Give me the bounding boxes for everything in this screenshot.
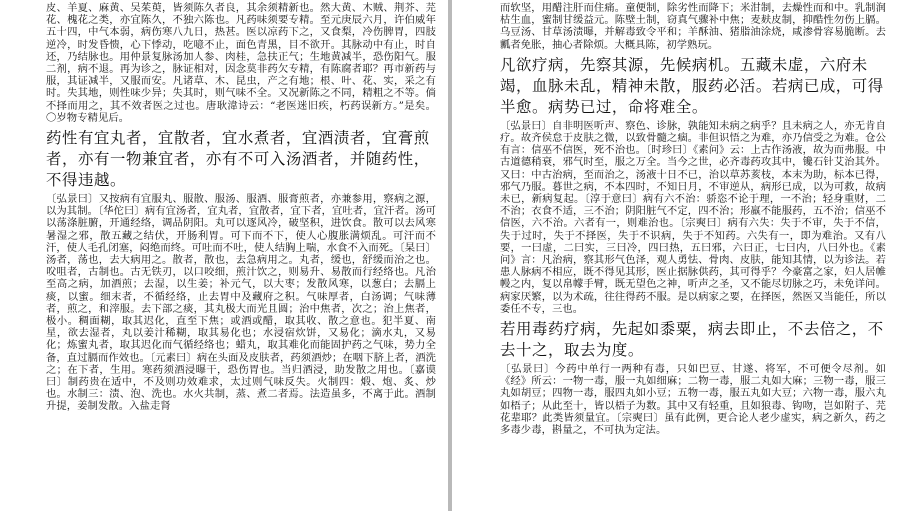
page-left (0, 0, 448, 511)
paragraph: 〔弘景曰〕自非明医听声、察色、诊脉，孰能知未病之病乎？且未病之人，亦无肯自疗。故齐侯怠于皮肤之微，以致骨髓之痼。非但识悟之为难，亦乃信受之为难。仓公有言：信巫不信医，死不治也。〔时珍曰〕《素问》云：上古作汤液，故为而弗服。中古道德稍衰，邪气时至，服之万全。当今之世，必齐毒药攻其中，镵石针艾治其外。又曰：中古治病，至而治之，汤液十日不已，治以草苏荄枝，本末为助，标本已得，邪气乃服。暮世之病，不本四时，不知日月，不审逆从，病形已成，以为可救，故病未已，新病复起。〔淳于意曰〕病有六不治：骄恣不论于理，一不治；轻身重财，二不治；衣食不适，三不治；阴阳脏气不定，四不治；形羸不能服药，五不治；信巫不信医，六不治。六者有一，则难治也。〔宗奭曰〕病有六失：失于不审，失于不信，失于过时，失于不择医，失于不识病，失于不知药。六失有一，即为难治。又有八要，一曰虚，二曰实，三曰冷，四曰热，五曰邪，六曰正，七曰内，八曰外也。《素问》言：凡治病，察其形气色泽，观人勇怯、骨肉、皮肤，能知其情，以为诊法。若患人脉病不相应，既不得见其形，医止据脉供药，其可得乎？今豪富之家，妇人居帷幔之内，复以帛幪手臂，既无望色之神，听声之圣，又不能尽切脉之巧，未免详问。病家厌繁，以为术疏，往往得药不服。是以病家之要，在择医，然医又当能任，所以委任不专，三也。 (500, 119, 886, 315)
paragraph: 皮、羊夏、麻黄、吴茱萸，皆须陈久者良，其余须精新也。然大黄、木贼、荆芥、芫花、槐花之类，亦宜陈久，不独六陈也。凡药味须要专精。至元庚辰六月，许伯威年五十四，中气本弱，病伤寒八九日，热甚。医以凉药下之，又食梨，冷伤脾胃，四肢逆冷，时发昏愦，心下悸动，吃噫不止，面色青黑，目不欲开。其脉动中有止，时自还，乃结脉也。用仲景复脉汤加人参、肉桂，急扶正气；生地黄减半，恐伤阳气。服二剂，病不退。再为诊之，脉证相对，因念莫非药欠专精，有陈腐者耶？再市新药与服，其证减半，又服而安。凡诸草、木、昆虫，产之有地；根、叶、花、实，采之有时。失其地，则性味少异；失其时，则气味不全。又况新陈之不同，精粗之不等。倘不择而用之，其不效者医之过也。唐耿湋诗云：“老医迷旧疾，朽药误新方。”是矣。〇岁物专精见后。 (46, 2, 436, 124)
section-heading: 凡欲疗病，先察其源，先候病机。五藏未虚，六府未竭，血脉未乱，精神未散，服药必活。若病已成，可得半愈。病势已过，命将难全。 (500, 55, 884, 116)
paragraph: 〔弘景曰〕又按病有宜服丸、服散、服汤、服酒、服膏煎者，亦兼参用，察病之源，以为其制。〔华佗曰〕病有宜汤者，宜丸者，宜散者，宜下者，宜吐者，宜汗者。汤可以荡涤脏腑，开通经络，调品阴阳。丸可以逐风冷，破坚积，进饮食。散可以去风寒暑湿之邪，散五藏之结伏，开肠利胃。可下而不下，使人心腹胀满烦乱。可汗而不汗，使人毛孔闭塞，闷绝而终。可吐而不吐，使人结胸上喘，水食不入而死。〔杲曰〕汤者，荡也，去大病用之。散者，散也，去急病用之。丸者，缓也，舒缓而治之也。㕮咀者，古制也。古无铁刃，以口咬细，煎汁饮之，则易升、易散而行经络也。凡治至高之病，加酒煎；去湿，以生姜；补元气，以大枣；发散风寒，以葱白；去膈上痰，以蜜。细末者，不循经络，止去胃中及藏府之积。气味厚者，白汤调；气味薄者，煎之，和滓服。去下部之痰，其丸极大而光且圆；治中焦者，次之；治上焦者，极小。稠面糊，取其迟化，直至下焦；或酒或醋，取其收、散之意也。犯半夏、南星，欲去湿者，丸以姜汁稀糊，取其易化也；水浸宿炊饼，又易化；滴水丸，又易化；炼蜜丸者，取其迟化而气循经络也；蜡丸，取其难化而能固护药之气味，势力全备，直过膈而作效也。〔元素曰〕病在头面及皮肤者，药须酒炒；在咽下脐上者，酒洗之；在下者，生用。寒药须酒浸曝干，恐伤胃也。当归酒浸，助发散之用也。〔嘉谟曰〕制药贵在适中，不及则功效难求，太过则气味反失。火制四：煅、炮、炙、炒也。水制三：渍、泡、洗也。水火共制，蒸、煮二者焉。法造虽多，不离于此。酒制升提，姜制发散。入盐走肾 (46, 193, 436, 413)
paragraph: 而软坚，用醋注肝而住痛。童便制，除劣性而降下；米泔制，去燥性而和中。乳制润枯生血，蜜制甘缓益元。陈壁土制，窃真气骤补中焦；麦麸皮制，抑酷性勿伤上膈。乌豆汤、甘草汤渍曝，并解毒致令平和；羊酥油、猪脂油涂烧，咸渗骨容易脆断。去瓤者免胀，抽心者除烦。大概具陈，初学熟玩。 (500, 2, 886, 51)
page-right-text (500, 2, 886, 436)
section-heading: 若用毒药疗病，先起如黍粟，病去即止，不去倍之，不去十之，取去为度。 (500, 320, 884, 360)
paragraph: 〔弘景曰〕今药中单行一两种有毒，只如巴豆、甘遂、将军，不可便令尽剂。如《经》所云：一物一毒，服一丸如细麻；二物一毒，服二丸如大麻；三物一毒，服三丸如胡豆；四物一毒，服四丸如小豆；五物一毒，服五丸如大豆；六物一毒，服六丸如梧子；从此至十，皆以梧子为数。其中又有轻重，且如狼毒、钩吻，岂如附子、芫花辈耶？此类皆须量宜。〔宗奭曰〕虽有此例，更合论人老少虚实，病之新久，药之多毒少毒，斟量之，不可执为定法。 (500, 363, 886, 437)
page-right (452, 0, 900, 511)
section-heading: 药性有宜丸者，宜散者，宜水煮者，宜酒渍者，宜膏煎者，亦有一物兼宜者，亦有不可入汤酒者，并随药性，不得违越。 (46, 129, 430, 190)
page-left-text (46, 2, 436, 413)
